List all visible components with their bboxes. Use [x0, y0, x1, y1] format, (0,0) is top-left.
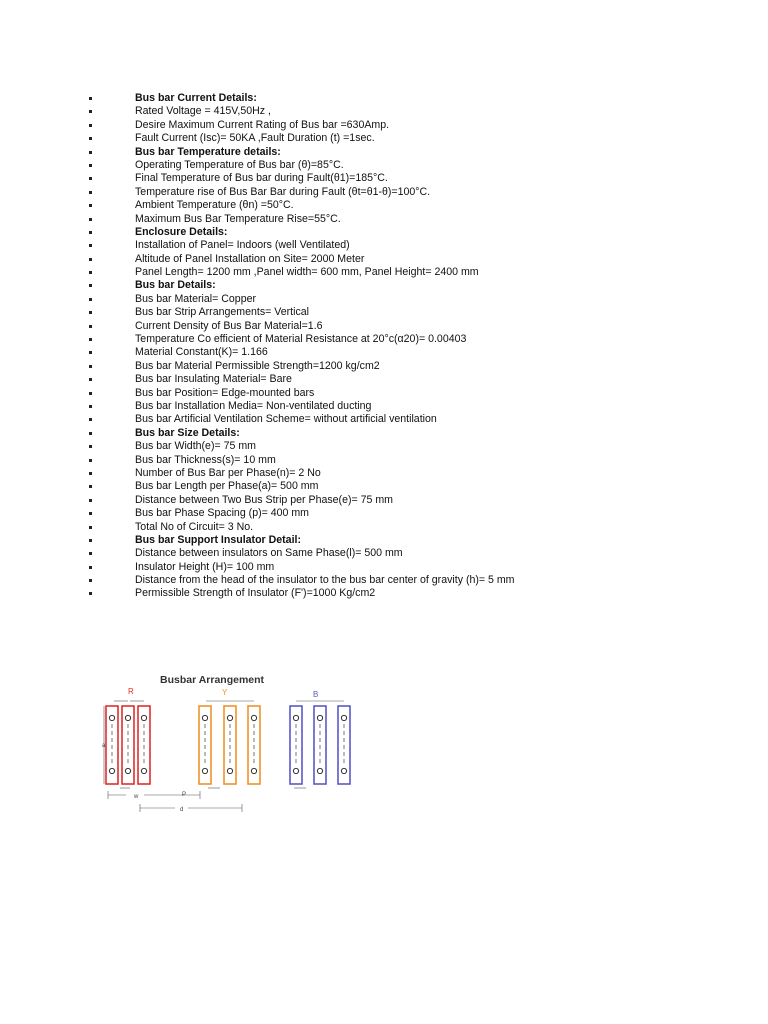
section-heading: Bus bar Current Details:	[0, 92, 515, 105]
figure-title: Busbar Arrangement	[160, 674, 265, 686]
list-item: Bus bar Material= Copper	[0, 293, 515, 306]
busbar-r-1	[106, 706, 118, 784]
list-item: Desire Maximum Current Rating of Bus bar =630Amp.	[0, 119, 515, 132]
list-item: Panel Length= 1200 mm ,Panel width= 600 mm, Panel Height= 2400 mm	[0, 266, 515, 279]
busbar-bars	[106, 706, 350, 784]
list-item: Bus bar Strip Arrangements= Vertical	[0, 306, 515, 319]
list-item: Ambient Temperature (θn) =50°C.	[0, 199, 515, 212]
busbar-b-2	[314, 706, 326, 784]
busbar-r-3	[138, 706, 150, 784]
section-heading: Bus bar Details:	[0, 279, 515, 292]
list-item: Number of Bus Bar per Phase(n)= 2 No	[0, 467, 515, 480]
list-item: Installation of Panel= Indoors (well Ventilated)	[0, 239, 515, 252]
phase-label-b: B	[313, 690, 319, 699]
list-item: Distance from the head of the insulator to the bus bar center of gravity (h)= 5 mm	[0, 574, 515, 587]
busbar-y-1	[199, 706, 211, 784]
list-item: Permissible Strength of Insulator (F')=1000 Kg/cm2	[0, 587, 515, 600]
list-item: Total No of Circuit= 3 No.	[0, 521, 515, 534]
dim-label-d: d	[180, 807, 184, 813]
list-item: Bus bar Width(e)= 75 mm	[0, 440, 515, 453]
busbar-b-3	[338, 706, 350, 784]
phase-label-r: R	[128, 687, 134, 696]
list-item: Maximum Bus Bar Temperature Rise=55°C.	[0, 213, 515, 226]
section-heading: Bus bar Support Insulator Detail:	[0, 534, 515, 547]
busbar-b-1	[290, 706, 302, 784]
list-item: Temperature Co efficient of Material Resistance at 20°c(α20)= 0.00403	[0, 333, 515, 346]
busbar-y-2	[224, 706, 236, 784]
busbar-r-2	[122, 706, 134, 784]
phase-label-y: Y	[222, 688, 228, 697]
section-heading: Bus bar Temperature details:	[0, 146, 515, 159]
list-item: Bus bar Artificial Ventilation Scheme= without artificial ventilation	[0, 413, 515, 426]
list-item: Bus bar Installation Media= Non-ventilated ducting	[0, 400, 515, 413]
spec-list	[0, 92, 515, 601]
list-item: Bus bar Insulating Material= Bare	[0, 373, 515, 386]
list-item: Bus bar Material Permissible Strength=1200 kg/cm2	[0, 360, 515, 373]
list-item: Distance between insulators on Same Phase(l)= 500 mm	[0, 547, 515, 560]
list-item: Operating Temperature of Bus bar (θ)=85°C.	[0, 159, 515, 172]
list-item: Final Temperature of Bus bar during Fault(θ1)=185°C.	[0, 172, 515, 185]
list-item: Altitude of Panel Installation on Site= 2000 Meter	[0, 253, 515, 266]
list-item: Bus bar Thickness(s)= 10 mm	[0, 454, 515, 467]
section-heading: Enclosure Details:	[0, 226, 515, 239]
dim-label-a: a	[102, 743, 106, 749]
section-heading: Bus bar Size Details:	[0, 427, 515, 440]
dim-label-p: P	[182, 792, 187, 798]
list-item: Current Density of Bus Bar Material=1.6	[0, 320, 515, 333]
list-item: Rated Voltage = 415V,50Hz ,	[0, 105, 515, 118]
dim-label-w: w	[134, 794, 139, 800]
busbar-y-3	[248, 706, 260, 784]
list-item: Insulator Height (H)= 100 mm	[0, 561, 515, 574]
busbar-arrangement-figure	[100, 668, 360, 818]
list-item: Temperature rise of Bus Bar Bar during Fault (θt=θ1-θ)=100°C.	[0, 186, 515, 199]
list-item: Bus bar Length per Phase(a)= 500 mm	[0, 480, 515, 493]
list-item: Bus bar Phase Spacing (p)= 400 mm	[0, 507, 515, 520]
list-item: Bus bar Position= Edge-mounted bars	[0, 387, 515, 400]
list-item: Distance between Two Bus Strip per Phase(e)= 75 mm	[0, 494, 515, 507]
list-item: Material Constant(K)= 1.166	[0, 346, 515, 359]
list-item: Fault Current (Isc)= 50KA ,Fault Duration (t) =1sec.	[0, 132, 515, 145]
